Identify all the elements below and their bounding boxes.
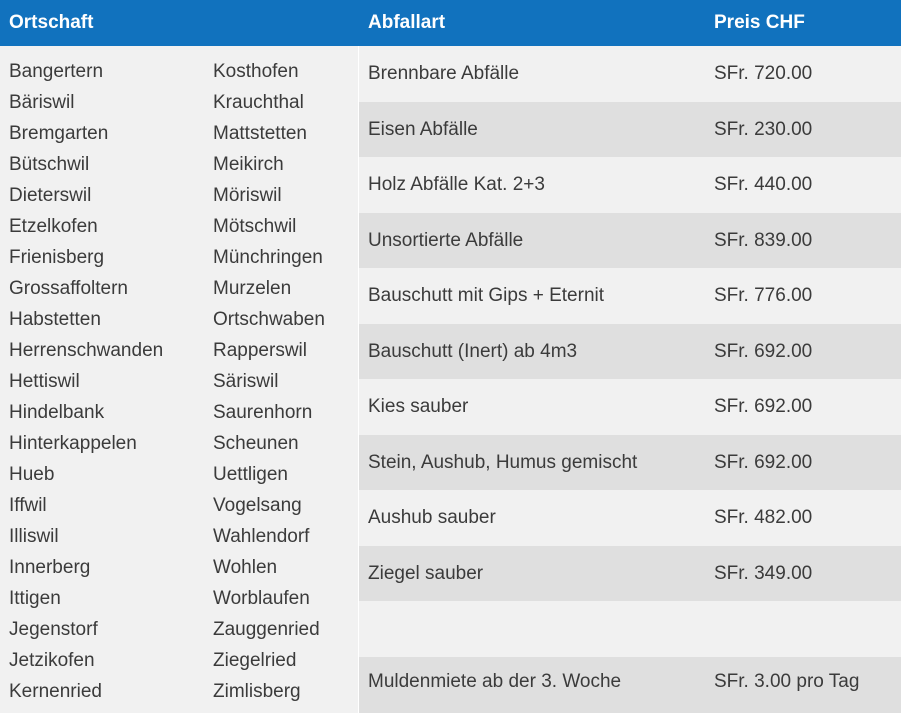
- place-name: Scheunen: [213, 433, 299, 454]
- waste-type: Brennbare Abfälle: [368, 63, 520, 84]
- waste-price: SFr. 692.00: [714, 396, 813, 417]
- table-row: [359, 435, 901, 491]
- place-name: Hueb: [9, 464, 55, 485]
- waste-price: SFr. 692.00: [714, 451, 813, 473]
- table-row: [359, 324, 901, 380]
- place-name: Innerberg: [9, 557, 91, 578]
- ortschaft-list-1: [9, 56, 163, 707]
- place-name: Säriswil: [213, 371, 279, 392]
- place-name: Hindelbank: [9, 402, 105, 423]
- place-name: Hettiswil: [9, 371, 80, 392]
- place-name: Vogelsang: [213, 495, 302, 516]
- table-row: [359, 213, 901, 269]
- waste-type: Bauschutt mit Gips + Eternit: [368, 285, 605, 306]
- rental-price: SFr. 3.00 pro Tag: [714, 670, 860, 692]
- place-name: Saurenhorn: [213, 402, 313, 423]
- place-name: Etzelkofen: [9, 216, 98, 237]
- place-name: Jegenstorf: [9, 619, 98, 640]
- place-name: Bremgarten: [9, 123, 109, 144]
- place-name: Mattstetten: [213, 123, 307, 144]
- place-name: Illiswil: [9, 526, 59, 547]
- place-name: Mötschwil: [213, 216, 297, 237]
- waste-type: Holz Abfälle Kat. 2+3: [368, 174, 545, 195]
- waste-price: SFr. 692.00: [714, 340, 813, 362]
- place-name: Rapperswil: [213, 340, 307, 361]
- waste-type: Ziegel sauber: [368, 562, 484, 584]
- place-name: Iffwil: [9, 495, 47, 516]
- place-name: Dieterswil: [9, 185, 92, 206]
- waste-price: SFr. 720.00: [714, 63, 813, 84]
- table-row: [359, 546, 901, 602]
- place-name: Jetzikofen: [9, 650, 95, 671]
- table-row: [359, 46, 901, 102]
- place-name: Kernenried: [9, 681, 102, 702]
- place-name: Wohlen: [213, 557, 278, 578]
- place-name: Bangertern: [9, 61, 104, 82]
- place-name: Frienisberg: [9, 247, 105, 268]
- ortschaft-list-2: [213, 56, 325, 707]
- place-name: Herrenschwanden: [9, 340, 164, 361]
- place-name: Ziegelried: [213, 650, 297, 671]
- place-name: Grossaffoltern: [9, 278, 128, 299]
- place-name: Bäriswil: [9, 92, 75, 113]
- place-name: Bütschwil: [9, 154, 90, 175]
- place-name: Wahlendorf: [213, 526, 310, 547]
- waste-type: Kies sauber: [368, 396, 469, 417]
- waste-type: Unsortierte Abfälle: [368, 229, 524, 251]
- place-name: Ortschwaben: [213, 309, 325, 330]
- place-name: Münchringen: [213, 247, 323, 268]
- table-row: [359, 490, 901, 546]
- place-name: Krauchthal: [213, 92, 304, 113]
- place-name: Hinterkappelen: [9, 433, 137, 454]
- place-name: Kosthofen: [213, 61, 299, 82]
- place-name: Ittigen: [9, 588, 61, 609]
- rental-label: Muldenmiete ab der 3. Woche: [368, 670, 622, 692]
- waste-type: Bauschutt (Inert) ab 4m3: [368, 340, 578, 362]
- table-row: [359, 268, 901, 324]
- waste-type: Stein, Aushub, Humus gemischt: [368, 451, 638, 473]
- place-name: Worblaufen: [213, 588, 310, 609]
- waste-price: SFr. 349.00: [714, 562, 813, 584]
- waste-price: SFr. 482.00: [714, 507, 813, 528]
- waste-price: SFr. 440.00: [714, 174, 813, 195]
- waste-price: SFr. 839.00: [714, 229, 813, 251]
- empty-row: [359, 601, 901, 657]
- waste-price: SFr. 776.00: [714, 285, 813, 306]
- table-row: [359, 157, 901, 213]
- rental-row: [359, 657, 901, 713]
- table-row: [359, 102, 901, 158]
- header-abfallart: Abfallart: [368, 12, 446, 33]
- waste-type: Eisen Abfälle: [368, 118, 478, 140]
- header-preis: Preis CHF: [714, 12, 805, 33]
- waste-price: SFr. 230.00: [714, 118, 813, 140]
- waste-type: Aushub sauber: [368, 507, 496, 528]
- table-header: [0, 0, 901, 46]
- place-name: Zimlisberg: [213, 681, 301, 702]
- place-name: Möriswil: [213, 185, 282, 206]
- place-name: Zauggenried: [213, 619, 320, 640]
- place-name: Uettligen: [213, 464, 288, 485]
- place-name: Habstetten: [9, 309, 101, 330]
- waste-list: [359, 46, 901, 713]
- place-name: Murzelen: [213, 278, 292, 299]
- table-row: [359, 379, 901, 435]
- place-name: Meikirch: [213, 154, 284, 175]
- header-ortschaft: Ortschaft: [9, 12, 94, 33]
